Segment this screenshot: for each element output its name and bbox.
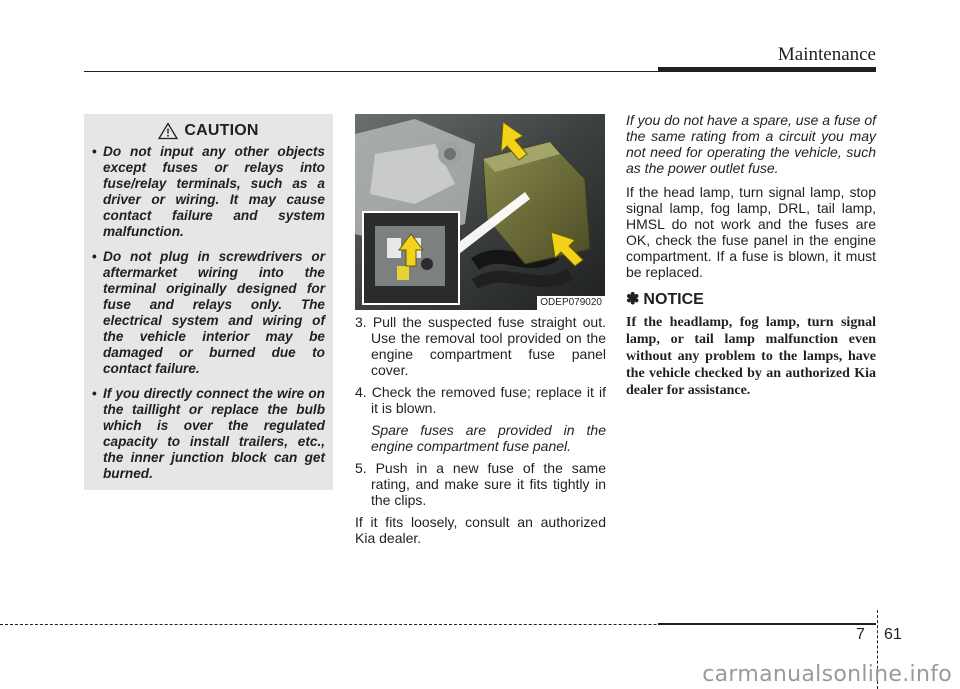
notice-header: [626, 292, 876, 308]
fuse-replacement-steps: [355, 314, 606, 546]
loose-fuse-note: If it fits loosely, consult an authorized Kia dealer.: [355, 514, 606, 546]
header-divider: [84, 71, 876, 72]
warning-triangle-icon: [158, 122, 178, 140]
header-divider-thick: [658, 67, 876, 71]
caution-box: [84, 114, 333, 490]
caution-title: CAUTION: [184, 122, 259, 139]
caution-item: • Do not plug in screwdrivers or aftermarket wiring into the terminal originally designed for fuse and relays only. The electrical system and wiring of the vehicle interior may be damaged or burned due to contact failure.: [92, 249, 325, 377]
watermark: carmanualsonline.info: [702, 662, 952, 687]
step-5: 5. Push in a new fuse of the same rating, and make sure it fits tightly in the clips.: [355, 460, 606, 508]
chapter-number: 7: [856, 626, 865, 643]
no-spare-note: If you do not have a spare, use a fuse of the same rating from a circuit you may not need for operating the vehicle, such as the power outlet fuse.: [626, 112, 876, 176]
step-4: 4. Check the removed fuse; replace it if it is blown.: [355, 384, 606, 416]
engine-compartment-photo: [355, 114, 605, 310]
caution-item: • Do not input any other objects except fuses or relays into fuse/relay terminals, such as a driver or wiring. It may cause contact failure and system malfunction.: [92, 144, 325, 240]
caution-item: • If you directly connect the wire on the taillight or replace the bulb which is over the regulated capacity to install trailers, etc., the inner junction block can get burned.: [92, 386, 325, 482]
notice-star-icon: ✽: [626, 291, 640, 308]
photo-caption: ODEP079020: [537, 296, 605, 310]
notice-title: NOTICE: [643, 291, 704, 308]
footer-divider-thick: [658, 623, 876, 625]
lamps-paragraph: If the head lamp, turn signal lamp, stop signal lamp, fog lamp, DRL, tail lamp, HMSL do not work and the fuses are OK, check the fuse panel in the engine compartment. If a fuse is blown, it must be replaced.: [626, 184, 876, 280]
section-title: Maintenance: [777, 44, 876, 65]
right-column: [626, 112, 876, 399]
step-3: 3. Pull the suspected fuse straight out. Use the removal tool provided on the engine compartment fuse panel cover.: [355, 314, 606, 378]
caution-header: [92, 122, 325, 140]
caution-list: [92, 144, 325, 482]
page-number: 61: [884, 626, 902, 643]
notice-body: If the headlamp, fog lamp, turn signal lamp, or tail lamp malfunction even without any problem to the lamps, have the vehicle checked by an authorized Kia dealer for assistance.: [626, 315, 876, 398]
spare-fuse-note: Spare fuses are provided in the engine compartment fuse panel.: [371, 422, 606, 454]
engine-illustration: [355, 114, 605, 310]
